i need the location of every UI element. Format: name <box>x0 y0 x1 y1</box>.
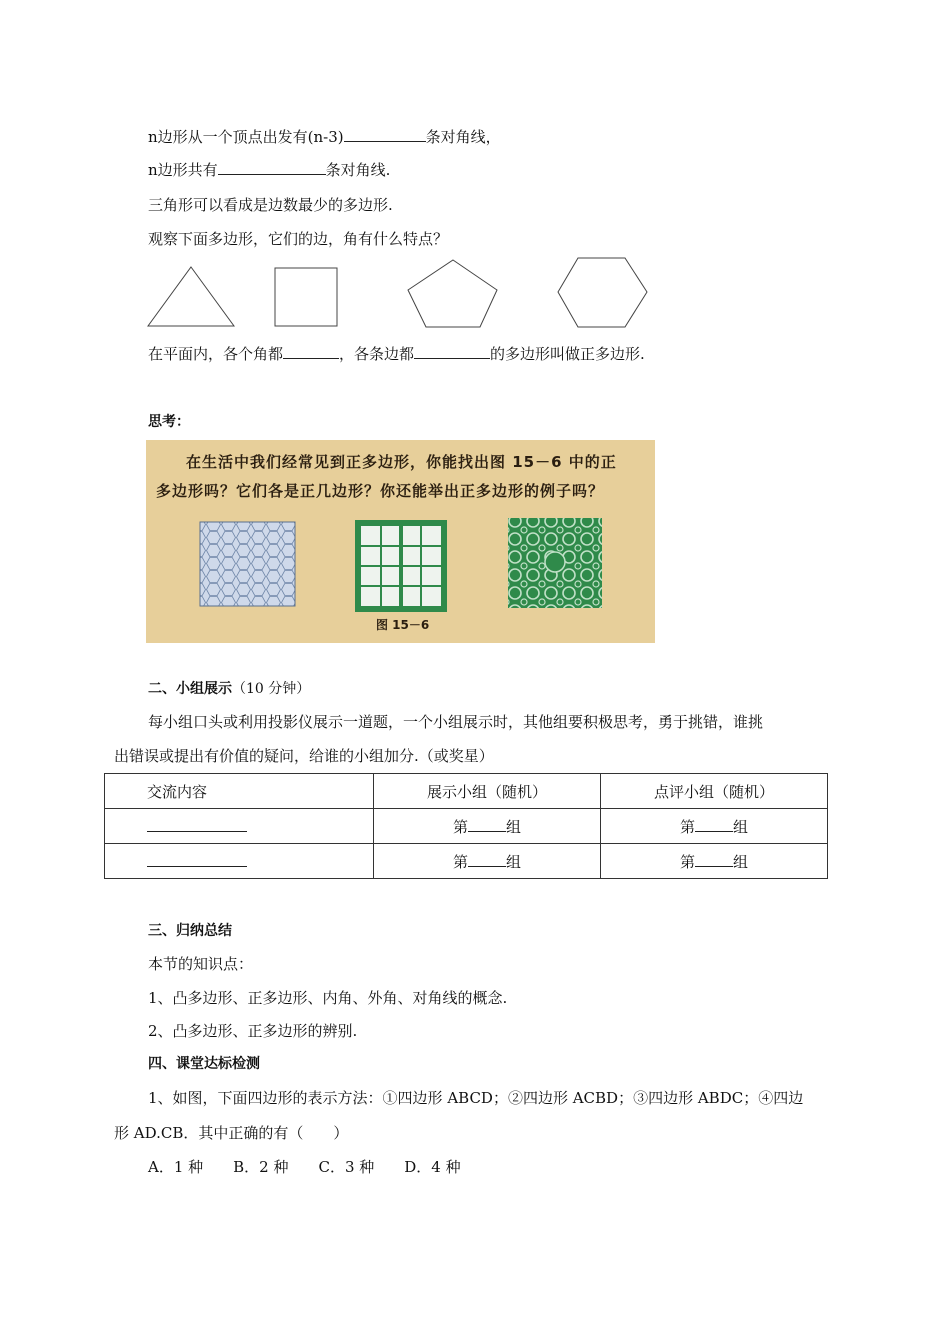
group-blank[interactable] <box>468 852 506 867</box>
section2-paragraph-line1: 每小组口头或利用投影仪展示一道题，一个小组展示时，其他组要积极思考，勇于挑错，谁挑 <box>148 713 764 731</box>
group-cell <box>601 809 828 844</box>
diagonal-from-vertex-line <box>148 126 501 147</box>
answer-blank[interactable] <box>283 344 339 359</box>
group-prefix: 第 <box>452 817 468 836</box>
hexagon-shape <box>558 258 647 327</box>
group-suffix: 组 <box>733 852 749 871</box>
definition-line <box>148 343 645 364</box>
table-header-cell: 交流内容 <box>105 774 374 809</box>
content-cell <box>105 844 374 879</box>
group-cell <box>374 809 601 844</box>
photo-text-line1: 在生活中我们经常见到正多边形，你能找出图 15－6 中的正 <box>186 453 617 471</box>
question1-line1: 1、如图，下面四边形的表示方法：①四边形 ABCD；②四边形 ACBD；③四边形 ABDC；④四边 <box>148 1089 804 1107</box>
group-cell <box>601 844 828 879</box>
photo-illustrations <box>146 440 655 643</box>
group-prefix: 第 <box>452 852 468 871</box>
content-blank[interactable] <box>147 817 247 832</box>
section2-title-note: （10 分钟） <box>232 681 311 697</box>
section3-intro: 本节的知识点： <box>148 955 254 973</box>
group-presentation-table <box>104 773 828 879</box>
line-text: 条对角线， <box>425 128 501 146</box>
answer-blank[interactable] <box>414 344 490 359</box>
group-suffix: 组 <box>733 817 749 836</box>
triangle-shape <box>148 267 234 326</box>
section2-heading <box>148 678 310 698</box>
regular-polygons-figure <box>140 255 660 335</box>
pentagon-shape <box>408 260 497 327</box>
lattice-center-medallion <box>545 552 565 572</box>
table-row <box>105 809 828 844</box>
group-prefix: 第 <box>679 817 695 836</box>
section3-item2: 2、凸多边形、正多边形的辨别. <box>148 1022 358 1040</box>
group-suffix: 组 <box>506 817 522 836</box>
line-text: 条对角线. <box>325 161 391 179</box>
line-text: 在平面内，各个角都 <box>148 345 284 363</box>
group-blank[interactable] <box>695 817 733 832</box>
section3-heading: 三、归纳总结 <box>148 923 232 939</box>
table-header-row <box>105 774 828 809</box>
triangle-note: 三角形可以看成是边数最少的多边形. <box>148 196 393 214</box>
group-blank[interactable] <box>695 852 733 867</box>
content-blank[interactable] <box>147 852 247 867</box>
group-prefix: 第 <box>679 852 695 871</box>
line-text: n边形从一个顶点出发有(n-3) <box>148 128 344 146</box>
textbook-photo <box>146 440 655 643</box>
answer-blank[interactable] <box>218 160 326 175</box>
section3-item1: 1、凸多边形、正多边形、内角、外角、对角线的概念. <box>148 989 508 1007</box>
section2-paragraph-line2: 出错误或提出有价值的疑问，给谁的小组加分.（或奖星） <box>114 747 494 765</box>
total-diagonals-line <box>148 159 390 180</box>
line-text: 的多边形叫做正多边形. <box>490 345 645 363</box>
content-cell <box>105 809 374 844</box>
table-header-cell: 点评小组（随机） <box>601 774 828 809</box>
photo-text-line2: 多边形吗？它们各是正几边形？你还能举出正多边形的例子吗？ <box>156 482 605 500</box>
group-blank[interactable] <box>468 817 506 832</box>
figure-caption: 图 15－6 <box>376 618 430 632</box>
group-cell <box>374 844 601 879</box>
question1-line2: 形 AD.CB．其中正确的有（ ） <box>114 1124 349 1142</box>
section4-heading: 四、课堂达标检测 <box>148 1056 260 1072</box>
hexagon-tiling-image <box>200 522 295 606</box>
table-row <box>105 844 828 879</box>
window-image <box>355 520 447 612</box>
line-text: n边形共有 <box>148 161 218 179</box>
square-shape <box>275 268 337 326</box>
think-heading: 思考： <box>148 414 190 430</box>
table-header-cell: 展示小组（随机） <box>374 774 601 809</box>
answer-blank[interactable] <box>344 127 426 142</box>
observe-prompt: 观察下面多边形，它们的边，角有什么特点？ <box>148 230 449 248</box>
question1-options[interactable]: A．1 种 B．2 种 C．3 种 D．4 种 <box>148 1158 461 1176</box>
section2-title: 二、小组展示 <box>148 681 232 697</box>
group-suffix: 组 <box>506 852 522 871</box>
line-text: ，各条边都 <box>339 345 415 363</box>
